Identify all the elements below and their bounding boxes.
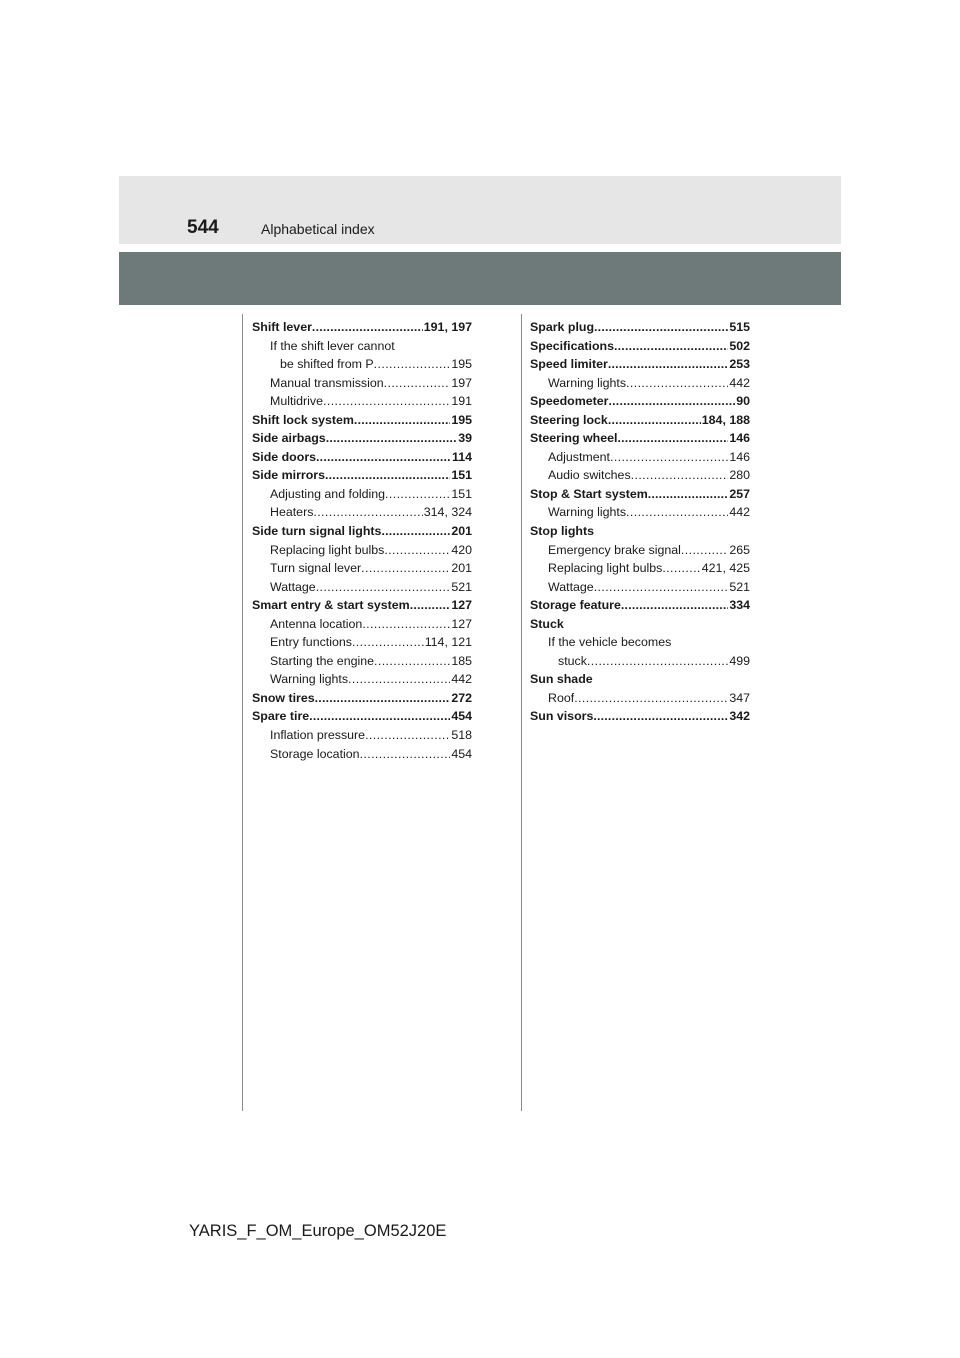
dot-leader	[631, 466, 729, 485]
entry-label: Storage location	[270, 746, 360, 761]
index-entry	[252, 689, 472, 708]
entry-page-ref: 442	[451, 672, 472, 687]
entry-label: Adjustment	[548, 449, 610, 464]
dot-leader	[365, 726, 450, 745]
entry-page-ref: 442	[729, 505, 750, 520]
column-divider-left	[242, 314, 243, 1111]
entry-label: Antenna location	[270, 616, 363, 631]
entry-label: Replacing light bulbs	[548, 561, 663, 576]
entry-page-ref: 184, 188	[701, 412, 750, 427]
entry-label: Side turn signal lights	[252, 524, 382, 539]
entry-page-ref: 253	[729, 357, 750, 372]
entry-label: Shift lock system	[252, 412, 354, 427]
index-subentry	[252, 485, 472, 504]
dot-leader	[384, 541, 450, 560]
entry-label: Side mirrors	[252, 468, 325, 483]
index-entry	[252, 596, 472, 615]
entry-page-ref: 114, 121	[424, 635, 472, 650]
entry-label: Warning lights	[548, 505, 627, 520]
entry-page-ref: 195	[451, 412, 472, 427]
index-entry	[252, 466, 472, 485]
dot-leader	[617, 429, 728, 448]
entry-page-ref: 114	[452, 449, 472, 464]
entry-label: Manual transmission	[270, 375, 384, 390]
entry-label: Emergency brake signal	[548, 542, 681, 557]
entry-page-ref: 185	[451, 653, 472, 668]
index-subentry	[252, 559, 472, 578]
entry-label: Audio switches	[548, 468, 631, 483]
entry-page-ref: 518	[451, 728, 472, 743]
column-divider-right	[521, 314, 522, 1111]
dot-leader	[594, 578, 729, 597]
page-header	[119, 176, 841, 244]
entry-page-ref: 265	[729, 542, 750, 557]
entry-label: Multidrive	[270, 394, 324, 409]
dot-leader	[313, 503, 422, 522]
dot-leader	[325, 466, 450, 485]
dot-leader	[316, 448, 451, 467]
entry-label: Replacing light bulbs	[270, 542, 385, 557]
entry-page-ref: 151	[451, 468, 472, 483]
entry-page-ref: 442	[729, 375, 750, 390]
index-subentry	[252, 726, 472, 745]
index-entry	[530, 429, 750, 448]
entry-label: Stop & Start system	[530, 486, 648, 501]
dot-leader	[362, 615, 450, 634]
entry-page-ref: 197	[451, 375, 472, 390]
dot-leader	[610, 448, 728, 467]
index-subentry	[530, 374, 750, 393]
index-subentry	[530, 541, 750, 560]
entry-page-ref: 146	[729, 431, 750, 446]
index-entry	[252, 448, 472, 467]
entry-page-ref: 314, 324	[423, 505, 472, 520]
index-subentry	[252, 337, 472, 356]
entry-page-ref: 502	[729, 338, 750, 353]
entry-label: Speed limiter	[530, 357, 608, 372]
dot-leader	[316, 578, 451, 597]
entry-label: Side airbags	[252, 431, 326, 446]
entry-label: Warning lights	[548, 375, 627, 390]
index-entry	[530, 596, 750, 615]
index-subentry	[530, 578, 750, 597]
entry-label: Side doors	[252, 449, 317, 464]
entry-page-ref: 257	[729, 486, 750, 501]
index-entry	[530, 485, 750, 504]
entry-label: Storage feature	[530, 598, 621, 613]
entry-page-ref: 39	[458, 431, 472, 446]
index-subentry	[252, 578, 472, 597]
entry-page-ref: 195	[451, 357, 472, 372]
entry-label: Adjusting and folding	[270, 486, 386, 501]
index-subentry	[252, 745, 472, 764]
index-entry	[530, 392, 750, 411]
entry-page-ref: 521	[729, 579, 750, 594]
entry-label: Stuck	[530, 616, 564, 631]
entry-page-ref: 420	[451, 542, 472, 557]
index-subentry	[252, 355, 472, 374]
dot-leader	[374, 652, 450, 671]
entry-label: Warning lights	[270, 672, 349, 687]
dot-leader	[681, 541, 728, 560]
entry-label: Speedometer	[530, 394, 609, 409]
index-subentry	[252, 392, 472, 411]
dot-leader	[381, 522, 450, 541]
dot-leader	[360, 745, 451, 764]
dot-leader	[354, 411, 450, 430]
dot-leader	[326, 429, 458, 448]
index-subentry	[530, 559, 750, 578]
entry-page-ref: 201	[451, 561, 472, 576]
index-entry	[530, 707, 750, 726]
entry-page-ref: 421, 425	[701, 561, 750, 576]
dot-leader	[594, 318, 728, 337]
index-subentry	[252, 633, 472, 652]
entry-page-ref: 272	[451, 690, 472, 705]
index-entry	[252, 707, 472, 726]
entry-page-ref: 280	[729, 468, 750, 483]
entry-page-ref: 90	[736, 394, 750, 409]
index-subentry	[252, 615, 472, 634]
index-entry	[252, 522, 472, 541]
entry-label: Inflation pressure	[270, 728, 366, 743]
dot-leader	[323, 392, 450, 411]
index-entry	[530, 355, 750, 374]
index-entry	[252, 429, 472, 448]
entry-label: Shift lever	[252, 320, 312, 334]
entry-label: Steering lock	[530, 412, 608, 427]
entry-page-ref: 127	[451, 598, 472, 613]
index-subentry	[252, 374, 472, 393]
dot-leader	[348, 670, 450, 689]
dot-leader	[626, 374, 728, 393]
entry-label: be shifted from P	[280, 357, 374, 372]
index-subentry	[252, 541, 472, 560]
index-subentry	[252, 670, 472, 689]
dot-leader	[593, 707, 728, 726]
entry-label: If the vehicle becomes	[548, 635, 672, 650]
entry-label: Smart entry & start system	[252, 598, 410, 613]
entry-label: Turn signal lever	[270, 561, 362, 576]
index-entry	[530, 522, 750, 541]
dot-leader	[626, 503, 728, 522]
section-title: Alphabetical index	[261, 221, 375, 237]
dot-leader	[608, 411, 701, 430]
index-subentry	[530, 466, 750, 485]
dot-leader	[621, 596, 728, 615]
index-subentry	[530, 689, 750, 708]
entry-page-ref: 334	[729, 598, 750, 613]
dot-leader	[614, 337, 728, 356]
entry-page-ref: 191, 197	[423, 320, 472, 334]
entry-label: Entry functions	[270, 635, 352, 650]
index-entry	[252, 318, 472, 337]
entry-label: Heaters	[270, 505, 314, 520]
entry-page-ref: 146	[729, 449, 750, 464]
dot-leader	[410, 596, 451, 615]
entry-page-ref: 342	[729, 709, 750, 724]
entry-label: Roof	[548, 690, 575, 705]
index-entry	[530, 615, 750, 634]
index-subentry	[530, 448, 750, 467]
index-subentry	[252, 652, 472, 671]
dot-leader	[361, 559, 450, 578]
index-entry	[252, 411, 472, 430]
index-subentry	[530, 503, 750, 522]
dot-leader	[384, 374, 451, 393]
entry-page-ref: 191	[451, 394, 472, 409]
document-code: YARIS_F_OM_Europe_OM52J20E	[189, 1222, 447, 1240]
entry-page-ref: 454	[451, 709, 472, 724]
entry-label: Sun shade	[530, 672, 593, 687]
entry-label: Stop lights	[530, 524, 595, 539]
index-entry	[530, 411, 750, 430]
index-entry	[530, 337, 750, 356]
dot-leader	[352, 633, 424, 652]
entry-label: Wattage	[270, 579, 316, 594]
entry-label: Starting the engine	[270, 653, 375, 668]
entry-page-ref: 347	[729, 690, 750, 705]
index-column-2	[530, 318, 750, 726]
index-subentry	[252, 503, 472, 522]
entry-label: Wattage	[548, 579, 594, 594]
dot-leader	[608, 355, 729, 374]
header-bar	[119, 252, 841, 305]
dot-leader	[587, 652, 728, 671]
entry-label: Specifications	[530, 338, 615, 353]
dot-leader	[662, 559, 700, 578]
dot-leader	[609, 392, 736, 411]
entry-label: If the shift lever cannot	[270, 338, 395, 353]
index-subentry	[530, 633, 750, 652]
entry-page-ref: 499	[729, 653, 750, 668]
dot-leader	[309, 707, 450, 726]
entry-page-ref: 515	[729, 320, 750, 334]
entry-page-ref: 454	[451, 746, 472, 761]
entry-label: Snow tires	[252, 690, 315, 705]
dot-leader	[315, 689, 451, 708]
dot-leader	[574, 689, 728, 708]
entry-label: Steering wheel	[530, 431, 618, 446]
index-entry	[530, 670, 750, 689]
dot-leader	[312, 318, 423, 337]
index-entry	[530, 318, 750, 337]
index-column-1	[252, 318, 472, 763]
entry-page-ref: 151	[451, 486, 472, 501]
entry-label: Sun visors	[530, 709, 594, 724]
dot-leader	[648, 485, 729, 504]
dot-leader	[385, 485, 450, 504]
entry-label: Spare tire	[252, 709, 310, 724]
entry-label: Spark plug	[530, 320, 595, 334]
entry-page-ref: 127	[451, 616, 472, 631]
page-number: 544	[187, 217, 219, 238]
dot-leader	[374, 355, 451, 374]
index-subentry	[530, 652, 750, 671]
entry-page-ref: 201	[451, 524, 472, 539]
entry-page-ref: 521	[451, 579, 472, 594]
entry-label: stuck	[558, 653, 587, 668]
